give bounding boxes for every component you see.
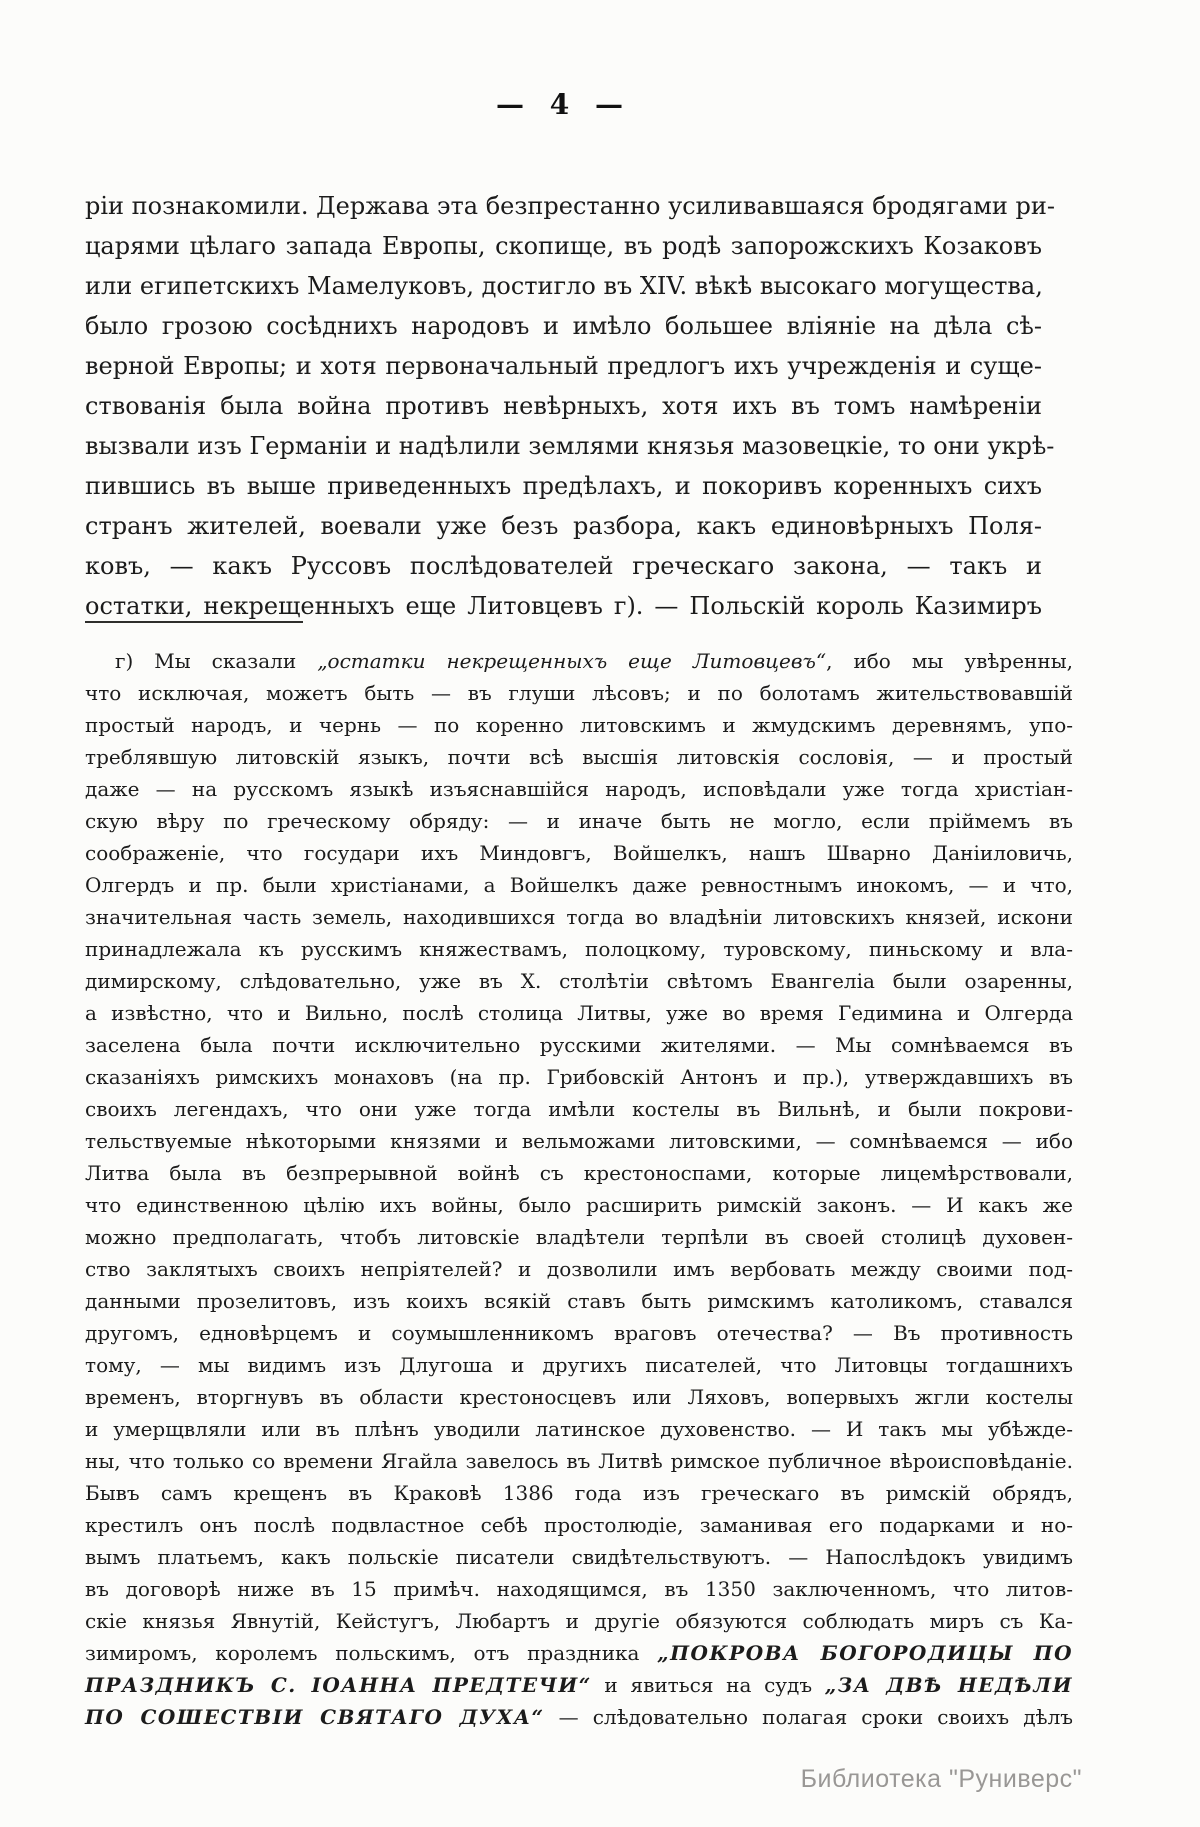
text-line (85, 741, 1073, 773)
text-line (85, 226, 1042, 266)
text-line (85, 266, 1042, 306)
text-line (85, 1637, 1073, 1669)
text-segment: верной Европы; и хотя первоначальный предлогъ ихъ учрежденія и суще- (85, 352, 1042, 380)
text-segment: данными прозелитовъ, изъ коихъ всякій ставъ быть римскимъ католикомъ, ставался (85, 1289, 1073, 1313)
text-segment: соображеніе, что государи ихъ Миндовгъ, Войшелкъ, нашъ Шварно Даніиловичь, (85, 841, 1073, 865)
text-segment: „ПОКРОВА БОГОРОДИЦЫ ПО (657, 1641, 1073, 1665)
text-line (85, 1285, 1073, 1317)
text-segment: ПО СОШЕСТВІИ СВЯТАГО ДУХА“ (85, 1705, 545, 1729)
text-segment: было грозою сосѣднихъ народовъ и имѣло большее вліяніе на дѣла сѣ- (85, 312, 1042, 340)
text-line (85, 1093, 1073, 1125)
text-segment: „остатки некрещенныхъ еще Литовцевъ“ (317, 649, 827, 673)
text-segment: тому, — мы видимъ изъ Длугоша и другихъ писателей, что Литовцы тогдашнихъ (85, 1353, 1073, 1377)
text-segment: — слѣдовательно полагая сроки своихъ дѣлъ (544, 1705, 1073, 1729)
text-line (85, 386, 1042, 426)
text-segment: или египетскихъ Мамелуковъ, достигло въ XIV. вѣкѣ высокаго могущества, (85, 272, 1043, 300)
text-line (85, 466, 1042, 506)
text-line (85, 901, 1073, 933)
text-segment: сказаніяхъ римскихъ монаховъ (на пр. Грибовскій Антонъ и пр.), утверждавшихъ въ (85, 1065, 1073, 1089)
text-line (85, 586, 1042, 626)
text-line (85, 1509, 1073, 1541)
text-segment: ковъ, — какъ Руссовъ послѣдователей греческаго закона, — такъ и (85, 552, 1042, 580)
text-segment: ны, что только со времени Ягайла завелось въ Литвѣ римское публичное вѣроисповѣданіе. (85, 1449, 1073, 1473)
text-segment: крестилъ онъ послѣ подвластное себѣ простолюдіе, заманивая его подарками и но- (85, 1513, 1073, 1537)
text-line (85, 426, 1055, 466)
text-segment: что исключая, можетъ быть — въ глуши лѣсовъ; и по болотамъ жительствовавшій (85, 681, 1073, 705)
text-line (85, 1061, 1073, 1093)
text-segment: скіе князья Явнутій, Кейстугъ, Любартъ и другіе обязуются соблюдать миръ съ Ка- (85, 1609, 1073, 1633)
text-segment: что единственною цѣлію ихъ войны, было расширить римскій законъ. — И какъ же (85, 1193, 1073, 1217)
text-segment: заселена была почти исключительно русскими жителями. — Мы сомнѣваемся въ (85, 1033, 1073, 1057)
text-segment: временъ, вторгнувъ въ области крестоносцевъ или Ляховъ, вопервыхъ жгли костелы (85, 1385, 1073, 1409)
text-segment: въ договорѣ ниже въ 15 примѣч. находящимся, въ 1350 заключенномъ, что литов- (85, 1577, 1073, 1601)
text-line (85, 1317, 1073, 1349)
text-segment: вызвали изъ Германіи и надѣлили землями князья мазовецкіе, то они укрѣ- (85, 432, 1055, 460)
text-segment: даже — на русскомъ языкѣ изъяснавшійся народъ, исповѣдали уже тогда христіан- (85, 777, 1073, 801)
text-segment: скую вѣру по греческому обряду: — и иначе быть не могло, если пріймемъ въ (85, 809, 1073, 833)
text-line (85, 773, 1073, 805)
text-segment: ство заклятыхъ своихъ непріятелей? и дозволили имъ вербовать между своими под- (85, 1257, 1073, 1281)
text-segment: пившись въ выше приведенныхъ предѣлахъ, и покоривъ коренныхъ сихъ (85, 472, 1042, 500)
text-line (85, 1701, 1073, 1733)
text-segment: значительная часть земель, находившихся тогда во владѣніи литовскихъ князей, искони (85, 905, 1073, 929)
text-line (85, 1477, 1073, 1509)
text-line (85, 1221, 1073, 1253)
text-segment: „ЗА ДВѢ НЕДѢЛИ (824, 1673, 1074, 1697)
text-segment: ствованія была война противъ невѣрныхъ, хотя ихъ въ томъ намѣреніи (85, 392, 1042, 420)
text-segment: и явиться на судъ (591, 1673, 825, 1697)
text-line (85, 869, 1073, 901)
text-segment: остатки, некрещенныхъ еще Литовцевъ г). — Польскій король Казимиръ (85, 592, 1042, 620)
text-segment: странъ жителей, воевали уже безъ разбора, какъ единовѣрныхъ Поля- (85, 512, 1042, 540)
footnote-block (85, 645, 1073, 1733)
text-segment: а извѣстно, что и Вильно, послѣ столица Литвы, уже во время Гедимина и Олгерда (85, 1001, 1073, 1025)
text-line (85, 1541, 1073, 1573)
footnote-separator-rule (85, 621, 303, 623)
text-line (85, 933, 1073, 965)
library-watermark: Библиотека "Руниверс" (800, 1765, 1082, 1793)
text-segment: тельствуемые нѣкоторыми князями и вельможами литовскими, — сомнѣваемся — ибо (85, 1129, 1073, 1153)
text-segment: царями цѣлаго запада Европы, скопище, въ родѣ запорожскихъ Козаковъ (85, 232, 1042, 260)
text-segment: зимиромъ, королемъ польскимъ, отъ праздника (85, 1641, 658, 1665)
text-line (85, 1157, 1073, 1189)
page-number (85, 88, 1042, 121)
text-line (85, 677, 1073, 709)
main-text-block (85, 186, 1056, 626)
text-segment: Бывъ самъ крещенъ въ Краковѣ 1386 года изъ греческаго въ римскій обрядъ, (85, 1481, 1073, 1505)
text-segment: г) Мы сказали (115, 649, 318, 673)
text-line (85, 1605, 1073, 1637)
text-line (85, 346, 1042, 386)
text-segment: треблявшую литовскій языкъ, почти всѣ высшія литовскія сословія, — и простый (85, 745, 1073, 769)
text-line (85, 1573, 1073, 1605)
text-segment: принадлежала къ русскимъ княжествамъ, полоцкому, туровскому, пиньскому и вла- (85, 937, 1073, 961)
page-number-text: — 4 — (496, 88, 631, 121)
text-segment: Литва была въ безпрерывной войнѣ съ крестоноспами, которые лицемѣрствовали, (85, 1161, 1073, 1185)
text-line (85, 186, 1056, 226)
text-segment: ПРАЗДНИКЪ С. ІОАННА ПРЕДТЕЧИ“ (85, 1673, 592, 1697)
text-line (85, 997, 1073, 1029)
text-line (85, 965, 1073, 997)
text-line (85, 1125, 1073, 1157)
text-line (85, 1189, 1073, 1221)
text-line (85, 1413, 1073, 1445)
text-line (85, 1253, 1073, 1285)
text-line (85, 1349, 1073, 1381)
text-line (85, 837, 1073, 869)
text-line (85, 1669, 1073, 1701)
text-segment: вымъ платьемъ, какъ польскіе писатели свидѣтельствуютъ. — Напослѣдокъ увидимъ (85, 1545, 1073, 1569)
text-line (85, 546, 1042, 586)
text-segment: другомъ, едновѣрцемъ и соумышленникомъ враговъ отечества? — Въ противность (85, 1321, 1073, 1345)
text-segment: простый народъ, и чернь — по коренно литовскимъ и жмудскимъ деревнямъ, упо- (85, 713, 1073, 737)
text-line (85, 1029, 1073, 1061)
text-segment: димирскому, слѣдовательно, уже въ X. столѣтіи свѣтомъ Евангеліа были озаренны, (85, 969, 1073, 993)
text-line (85, 306, 1042, 346)
text-segment: , ибо мы увѣренны, (826, 649, 1073, 673)
text-line (85, 1445, 1073, 1477)
text-line (85, 645, 1073, 677)
text-line (85, 1381, 1073, 1413)
text-line (85, 506, 1042, 546)
text-segment: можно предполагать, чтобъ литовскіе владѣтели терпѣли въ своей столицѣ духовен- (85, 1225, 1073, 1249)
text-segment: своихъ легендахъ, что они уже тогда имѣли костелы въ Вильнѣ, и были покрови- (85, 1097, 1073, 1121)
text-line (85, 805, 1073, 837)
text-segment: ріи познакомили. Держава эта безпрестанно усиливавшаяся бродягами ри- (85, 192, 1056, 220)
text-line (85, 709, 1073, 741)
text-segment: Олгердъ и пр. были христіанами, а Войшелкъ даже ревностнымъ инокомъ, — и что, (85, 873, 1073, 897)
text-segment: и умерщвляли или въ плѣнъ уводили латинское духовенство. — И такъ мы убѣжде- (85, 1417, 1073, 1441)
